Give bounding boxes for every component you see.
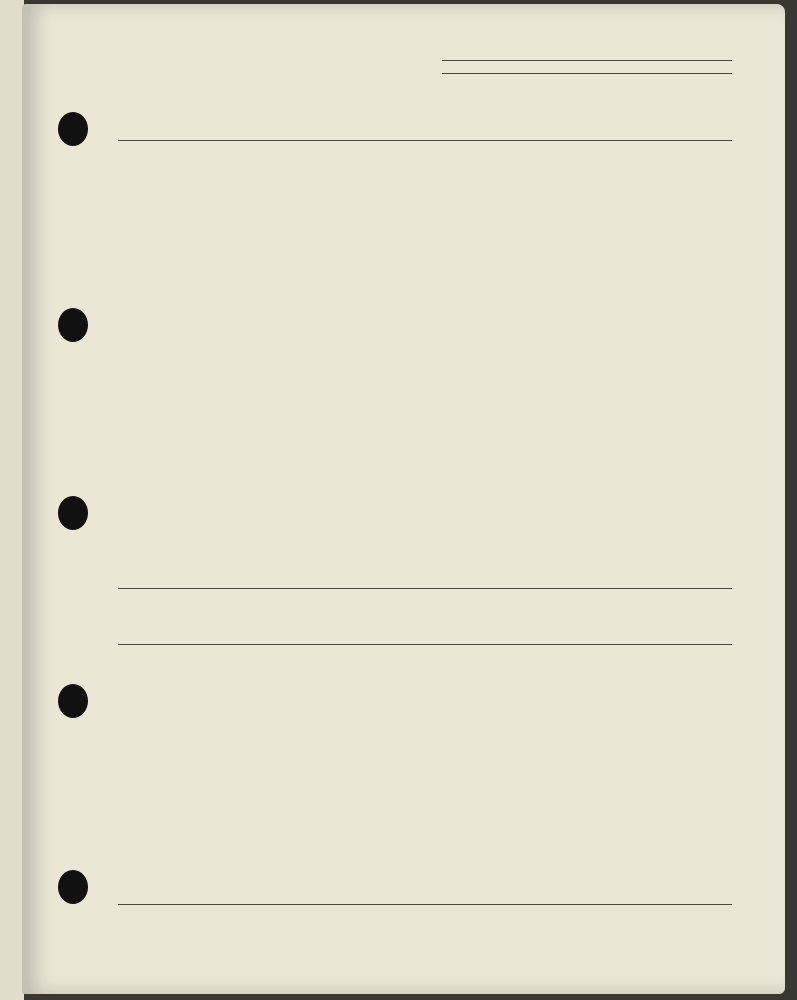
binder-hole — [58, 496, 88, 530]
left-page-edge — [0, 0, 24, 1000]
document-page — [22, 4, 785, 994]
binder-hole — [58, 870, 88, 904]
header-rule — [442, 60, 732, 61]
binder-hole — [58, 308, 88, 342]
model-codes-rule — [442, 73, 732, 74]
header-bottom-rule — [118, 140, 732, 141]
footer-rule — [118, 904, 732, 905]
group-rule-bottom — [118, 644, 732, 645]
binder-hole — [58, 112, 88, 146]
group-rule-top — [118, 588, 732, 589]
binder-hole — [58, 684, 88, 718]
